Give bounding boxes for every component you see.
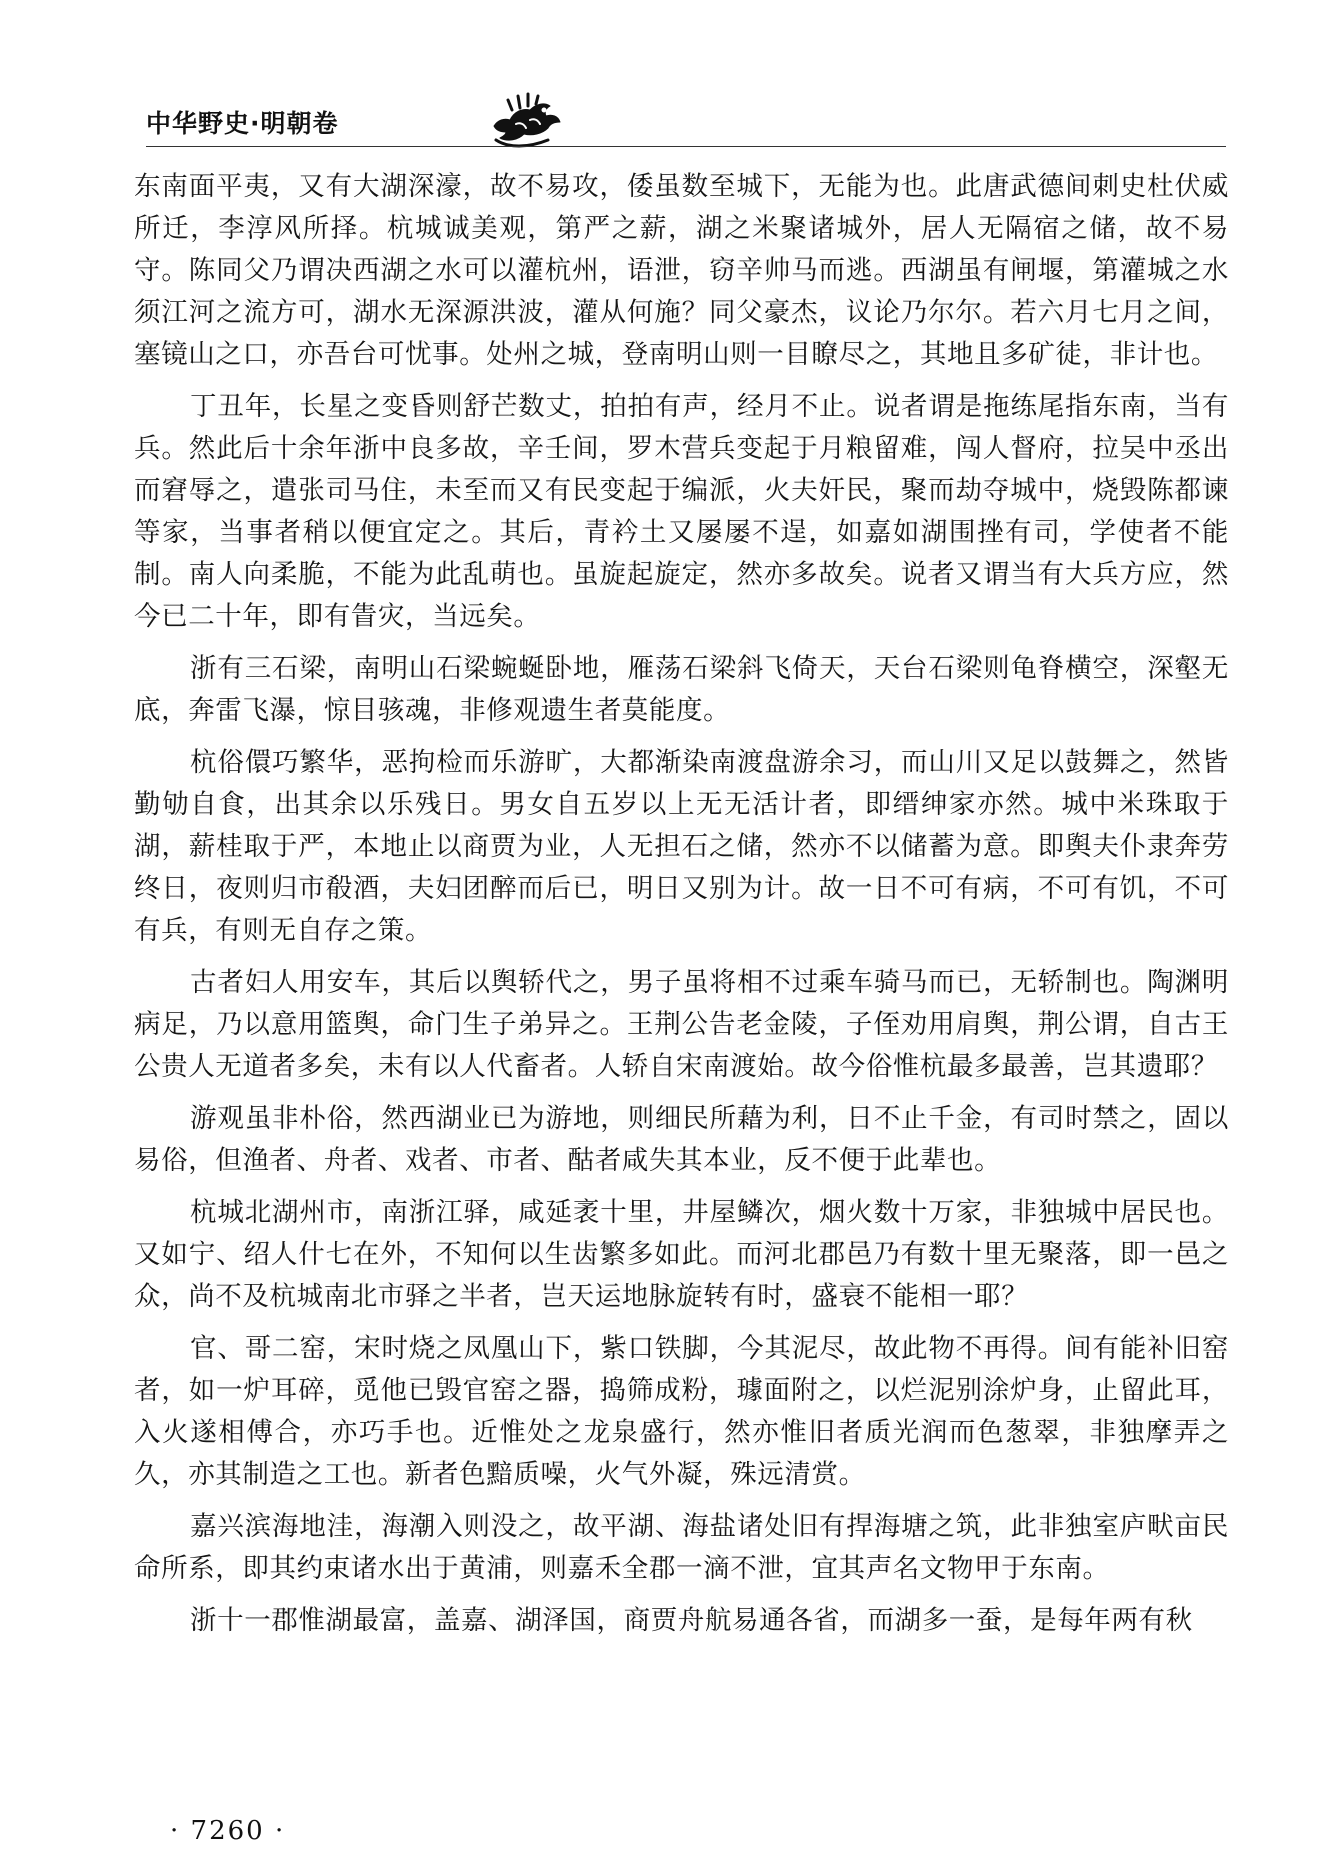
paragraph: 嘉兴滨海地洼，海潮入则没之，故平湖、海盐诸处旧有捍海塘之筑，此非独室庐畎亩民命所系，即其约束诸水出于黄浦，则嘉禾全郡一滴不泄，宜其声名文物甲于东南。 [134, 1511, 1229, 1584]
body-text [134, 166, 1229, 1652]
paragraph: 杭城北湖州市，南浙江驿，咸延袤十里，井屋鳞次，烟火数十万家，非独城中居民也。又如宁、绍人什七在外，不知何以生齿繁多如此。而河北郡邑乃有数十里无聚落，即一邑之众，尚不及杭城南北市驿之半者，岂天运地脉旋转有时，盛衰不能相一耶？ [134, 1197, 1229, 1312]
paragraph: 古者妇人用安车，其后以舆轿代之，男子虽将相不过乘车骑马而已，无轿制也。陶渊明病足，乃以意用篮舆，命门生子弟异之。王荆公告老金陵，子侄劝用肩舆，荆公谓，自古王公贵人无道者多矣，未有以人代畜者。人轿自宋南渡始。故今俗惟杭最多最善，岂其遗耶？ [134, 967, 1229, 1082]
paragraph: 浙有三石梁，南明山石梁蜿蜒卧地，雁荡石梁斜飞倚天，天台石梁则龟脊横空，深壑无底，奔雷飞瀑，惊目骇魂，非修观遗生者莫能度。 [134, 653, 1229, 726]
paragraph: 游观虽非朴俗，然西湖业已为游地，则细民所藉为利，日不止千金，有司时禁之，固以易俗，但渔者、舟者、戏者、市者、酤者咸失其本业，反不便于此辈也。 [134, 1103, 1229, 1176]
header-rule [146, 146, 1226, 147]
page-header [146, 96, 1226, 158]
paragraph: 东南面平夷，又有大湖深濠，故不易攻，倭虽数至城下，无能为也。此唐武德间刺史杜伏威所迁，李淳风所择。杭城诚美观，第严之薪，湖之米聚诸城外，居人无隔宿之储，故不易守。陈同父乃谓决西湖之水可以灌杭州，语泄，窃辛帅马而逃。西湖虽有闸堰，第灌城之水须江河之流方可，湖水无深源洪波，灌从何施？同父豪杰，议论乃尔尔。若六月七月之间，塞镜山之口，亦吾台可忧事。处州之城，登南明山则一目瞭尽之，其地且多矿徒，非计也。 [134, 171, 1229, 370]
running-head-title: 中华野史·明朝卷 [146, 109, 339, 138]
paragraph: 丁丑年，长星之变昏则舒芒数丈，拍拍有声，经月不止。说者谓是拖练尾指东南，当有兵。然此后十余年浙中良多故，辛壬间，罗木营兵变起于月粮留难，闯人督府，拉吴中丞出而窘辱之，遣张司马住，未至而又有民变起于编派，火夫奸民，聚而劫夺城中，烧毁陈都谏等家，当事者稍以便宜定之。其后，青衿土又屡屡不逞，如嘉如湖围挫有司，学使者不能制。南人向柔脆，不能为此乱萌也。虽旋起旋定，然亦多故矣。说者又谓当有大兵方应，然今已二十年，即有眚灾，当远矣。 [134, 391, 1229, 632]
paragraph: 官、哥二窑，宋时烧之凤凰山下，紫口铁脚，今其泥尽，故此物不再得。间有能补旧窑者，如一炉耳碎，觅他已毁官窑之器，捣筛成粉，璩面附之，以烂泥别涂炉身，止留此耳，入火遂相傅合，亦巧手也。近惟处之龙泉盛行，然亦惟旧者质光润而色葱翠，非独摩弄之久，亦其制造之工也。新者色黯质噪，火气外凝，殊远清赏。 [134, 1333, 1229, 1490]
dragon-emblem-icon [488, 90, 564, 150]
paragraph: 浙十一郡惟湖最富，盖嘉、湖泽国，商贾舟航易通各省，而湖多一蚕，是每年两有秋 [190, 1605, 1193, 1636]
page-number: · 7260 · [170, 1816, 286, 1846]
paragraph: 杭俗儇巧繁华，恶拘检而乐游旷，大都渐染南渡盘游余习，而山川又足以鼓舞之，然皆勤劬自食，出其余以乐残日。男女自五岁以上无无活计者，即缙绅家亦然。城中米珠取于湖，薪桂取于严，本地止以商贾为业，人无担石之储，然亦不以储蓄为意。即舆夫仆隶奔劳终日，夜则归市殽酒，夫妇团醉而后已，明日又别为计。故一日不可有病，不可有饥，不可有兵，有则无自存之策。 [134, 747, 1229, 946]
